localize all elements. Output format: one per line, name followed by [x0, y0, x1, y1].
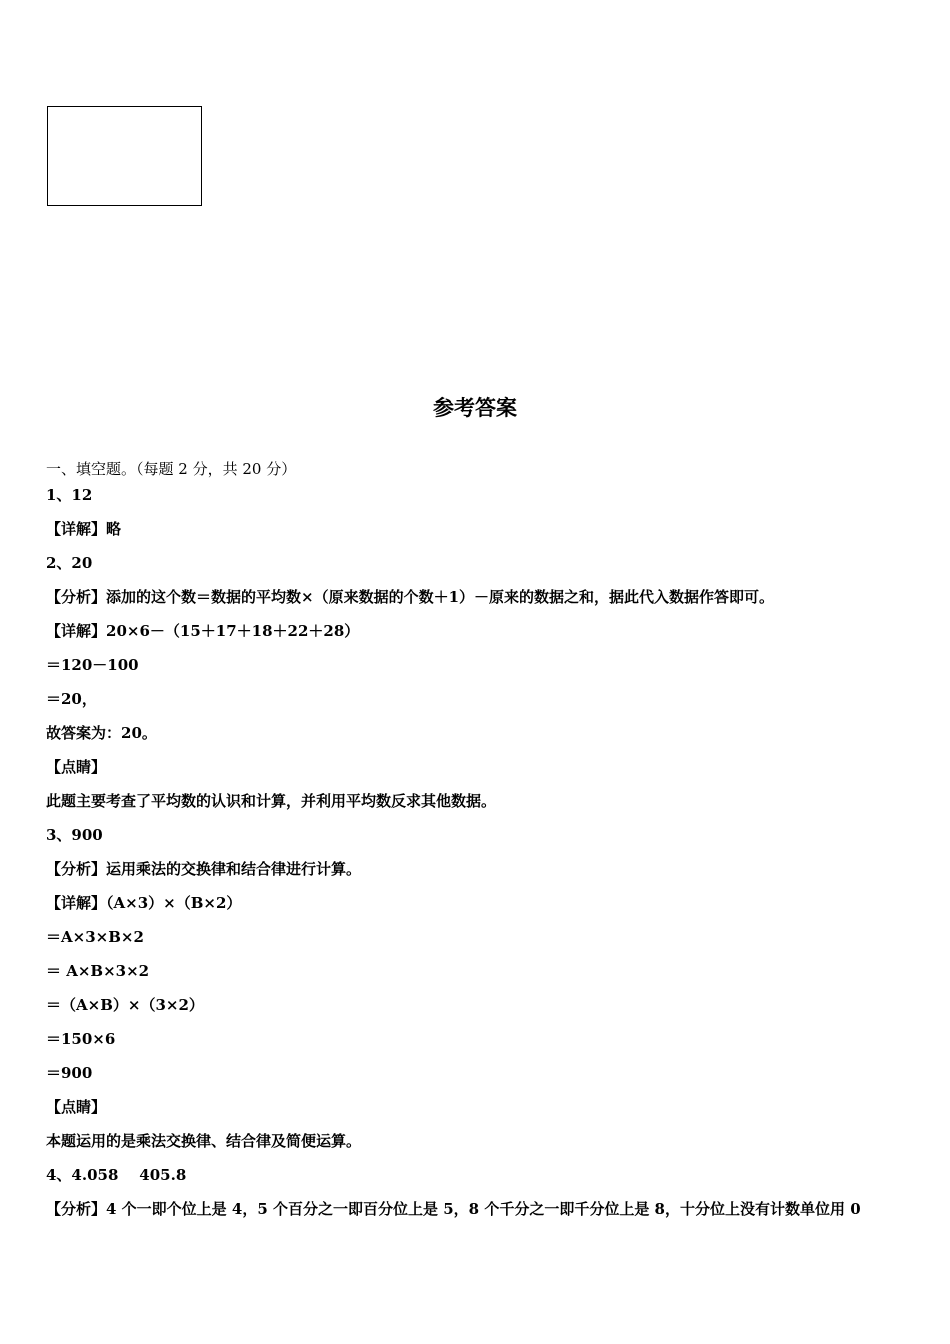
answer-line-21: 4、4.058 405.8 — [46, 1166, 187, 1184]
answer-line-16: ＝（A×B）×（3×2） — [46, 996, 204, 1014]
answer-line-15: ＝ A×B×3×2 — [46, 962, 150, 980]
answer-line-9: 【点睛】 — [46, 758, 107, 776]
answer-line-6: ＝120－100 — [46, 656, 139, 674]
answer-line-5: 【详解】20×6－（15＋17＋18＋22＋28） — [46, 622, 360, 640]
empty-answer-box — [47, 106, 202, 206]
answer-line-10: 此题主要考查了平均数的认识和计算，并利用平均数反求其他数据。 — [46, 792, 497, 810]
answer-line-11: 3、900 — [46, 826, 103, 844]
answer-line-19: 【点睛】 — [46, 1098, 107, 1116]
answer-line-1: 1、12 — [46, 486, 93, 504]
answer-line-20: 本题运用的是乘法交换律、结合律及简便运算。 — [46, 1132, 362, 1150]
answer-line-4: 【分析】添加的这个数＝数据的平均数×（原来数据的个数＋1）－原来的数据之和，据此代入数据作答即可。 — [46, 588, 775, 606]
section-heading: 一、填空题。（每题 2 分，共 20 分） — [46, 460, 297, 478]
answer-line-18: ＝900 — [46, 1064, 93, 1082]
answer-line-22: 【分析】4 个一即个位上是 4，5 个百分之一即百分位上是 5，8 个千分之一即千分位上是 8，十分位上没有计数单位用 0 — [46, 1200, 861, 1218]
answer-line-3: 2、20 — [46, 554, 93, 572]
answer-line-17: ＝150×6 — [46, 1030, 116, 1048]
answer-line-14: ＝A×3×B×2 — [46, 928, 144, 946]
answer-line-12: 【分析】运用乘法的交换律和结合律进行计算。 — [46, 860, 362, 878]
answer-line-7: ＝20， — [46, 690, 97, 708]
page-title: 参考答案 — [433, 396, 517, 420]
answer-line-8: 故答案为：20。 — [46, 724, 157, 742]
answer-line-2: 【详解】略 — [46, 520, 122, 538]
answer-line-13: 【详解】（A×3）×（B×2） — [46, 894, 242, 912]
